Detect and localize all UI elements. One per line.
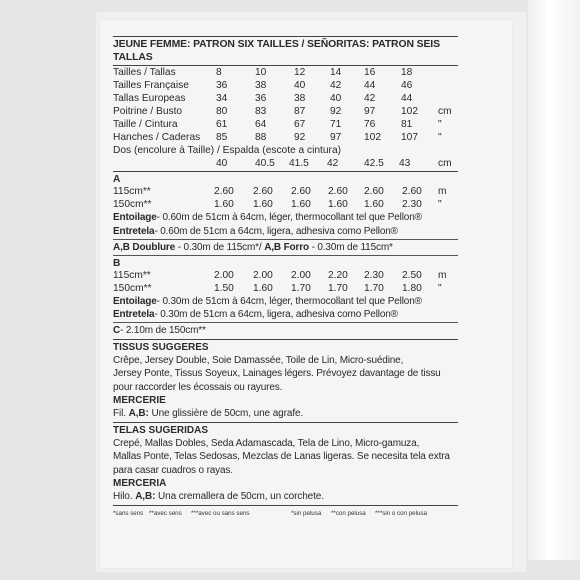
size-cell: 97 — [364, 106, 376, 118]
yardage-cell: 2.60 — [291, 186, 311, 198]
unit-label: " — [438, 199, 442, 211]
size-row — [113, 79, 458, 92]
text-line: Crêpe, Jersey Double, Soie Damassée, Toile de Lin, Micro-suédine, — [113, 354, 404, 366]
text-line: para casar cuadros o rayas. — [113, 464, 233, 476]
size-cell: 81 — [401, 119, 413, 131]
size-cell: 44 — [364, 80, 376, 92]
merceria-heading: MERCERIA — [113, 478, 167, 490]
fabric-width-label: 150cm** — [113, 283, 152, 295]
fabric-width-label: 150cm** — [113, 199, 152, 211]
size-cell: 107 — [401, 132, 418, 144]
unit-label: " — [438, 132, 442, 144]
footnote: ***sin o con pelusa — [375, 509, 427, 517]
fabric-width-label: 115cm** — [113, 186, 151, 198]
yardage-row — [113, 269, 458, 282]
yardage-cell: 1.60 — [253, 199, 273, 211]
size-cell: 61 — [216, 119, 228, 131]
text-line: Crepé, Mallas Dobles, Seda Adamascada, Tela de Lino, Micro-gamuza, — [113, 437, 420, 449]
size-cell: 87 — [294, 106, 306, 118]
tissus-text — [113, 354, 458, 394]
yardage-cell: 1.70 — [364, 283, 384, 295]
size-cell: 14 — [330, 67, 342, 79]
size-row — [113, 66, 458, 79]
yardage-cell: 1.80 — [402, 283, 422, 295]
size-row-label: Taille / Cintura — [113, 119, 178, 131]
view-a-entoilage: Entoilage- 0.60m de 51cm à 64cm, léger, thermocollant tel que Pellon® — [113, 212, 422, 224]
size-cell: 18 — [401, 67, 413, 79]
view-a-yardage — [113, 185, 458, 211]
divider — [113, 322, 458, 323]
size-cell: 46 — [401, 80, 413, 92]
size-cell: 10 — [255, 67, 267, 79]
size-cell: 40 — [330, 93, 342, 105]
divider — [113, 255, 458, 256]
mercerie-text: Fil. A,B: Une glissière de 50cm, une agrafe. — [113, 408, 304, 420]
divider — [113, 171, 458, 172]
size-cell: 76 — [364, 119, 376, 131]
size-cell: 67 — [294, 119, 306, 131]
size-cell: 42 — [364, 93, 376, 105]
yardage-row — [113, 185, 458, 198]
size-cell: 16 — [364, 67, 376, 79]
yardage-cell: 1.60 — [364, 199, 384, 211]
footnote: *sans sens — [113, 509, 144, 517]
tissus-heading: TISSUS SUGGERES — [113, 341, 209, 353]
dos-cell: 42.5 — [364, 158, 384, 170]
size-cell: 71 — [330, 119, 342, 131]
unit-label: m — [438, 186, 447, 198]
yardage-cell: 2.00 — [291, 270, 311, 282]
divider — [113, 339, 458, 340]
view-c-line: C- 2.10m de 150cm** — [113, 325, 206, 337]
yardage-row — [113, 282, 458, 295]
yardage-cell: 2.30 — [364, 270, 384, 282]
text-line: pour raccorder les écossais ou rayures. — [113, 381, 283, 393]
text-line: Mallas Ponte, Telas Sedosas, Mezclas de Lanas ligeras. Se necesita tela extra — [113, 451, 450, 463]
yardage-cell: 2.00 — [214, 270, 234, 282]
divider — [113, 239, 458, 240]
unit-label: m — [438, 270, 447, 282]
dos-cell: 43 — [399, 158, 411, 170]
size-cell: 92 — [294, 132, 306, 144]
yardage-cell: 1.70 — [291, 283, 311, 295]
size-table — [113, 66, 458, 144]
size-row — [113, 131, 458, 144]
yardage-cell: 1.70 — [328, 283, 348, 295]
size-cell: 36 — [216, 80, 228, 92]
footnote: **con pelusa — [331, 509, 366, 517]
yardage-cell: 1.60 — [253, 283, 273, 295]
text-line: Jersey Ponte, Tissus Soyeux, Lainages légers. Prévoyez davantage de tissu — [113, 368, 441, 380]
dos-label: Dos (encolure à Taille) / Espalda (escote a cintura) — [113, 145, 342, 157]
yardage-cell: 2.50 — [402, 270, 422, 282]
dos-values-row — [113, 157, 458, 170]
size-cell: 42 — [330, 80, 342, 92]
size-row — [113, 118, 458, 131]
yardage-row — [113, 198, 458, 211]
fabric-requirements-chart — [113, 36, 458, 517]
size-cell: 40 — [294, 80, 306, 92]
telas-text — [113, 437, 458, 477]
fabric-width-label: 115cm** — [113, 270, 151, 282]
yardage-cell: 2.60 — [214, 186, 234, 198]
chart-title: JEUNE FEMME: PATRON SIX TAILLES / SEÑORITAS: PATRON SEIS TALLAS — [113, 36, 458, 66]
unit-label: " — [438, 119, 442, 131]
size-row-label: Tailles / Tallas — [113, 67, 176, 79]
size-cell: 44 — [401, 93, 413, 105]
yardage-cell: 2.60 — [253, 186, 273, 198]
size-row-label: Hanches / Caderas — [113, 132, 201, 144]
size-cell: 97 — [330, 132, 342, 144]
size-cell: 88 — [255, 132, 267, 144]
yardage-cell: 1.60 — [291, 199, 311, 211]
yardage-cell: 2.00 — [253, 270, 273, 282]
size-row-label: Poitrine / Busto — [113, 106, 183, 118]
size-cell: 12 — [294, 67, 306, 79]
dos-cell: 40 — [216, 158, 228, 170]
view-a-entretela: Entretela- 0.60m de 51cm a 64cm, ligera, adhesiva como Pellon® — [113, 225, 398, 237]
view-b-entretela: Entretela- 0.30m de 51cm a 64cm, ligera, adhesiva como Pellon® — [113, 309, 398, 321]
yardage-cell: 2.60 — [328, 186, 348, 198]
size-row — [113, 92, 458, 105]
yardage-cell: 2.60 — [364, 186, 384, 198]
size-cell: 36 — [255, 93, 267, 105]
view-b-title: B — [113, 258, 121, 270]
unit-label: cm — [438, 106, 452, 118]
footnote: **avec sens — [149, 509, 182, 517]
dos-cell: 40.5 — [255, 158, 275, 170]
size-row-label: Tailles Française — [113, 80, 189, 92]
size-cell: 38 — [255, 80, 267, 92]
footnotes — [113, 507, 458, 517]
size-row — [113, 105, 458, 118]
unit-label: " — [438, 283, 442, 295]
size-cell: 80 — [216, 106, 228, 118]
dos-cell: 42 — [327, 158, 339, 170]
yardage-cell: 1.50 — [214, 283, 234, 295]
size-cell: 38 — [294, 93, 306, 105]
view-a-title: A — [113, 174, 121, 186]
envelope-fold — [528, 0, 580, 560]
divider — [113, 422, 458, 423]
size-cell: 64 — [255, 119, 267, 131]
yardage-cell: 2.30 — [402, 199, 422, 211]
footnote: *sin pelusa — [291, 509, 322, 517]
yardage-cell: 1.60 — [214, 199, 234, 211]
footnote: ***avec ou sans sens — [191, 509, 250, 517]
size-cell: 85 — [216, 132, 228, 144]
unit-label: cm — [438, 158, 452, 170]
mercerie-heading: MERCERIE — [113, 395, 166, 407]
view-b-yardage — [113, 269, 458, 295]
dos-cell: 41.5 — [289, 158, 309, 170]
size-cell: 102 — [364, 132, 381, 144]
lining-line: A,B Doublure - 0.30m de 115cm*/ A,B Forro - 0.30m de 115cm* — [113, 241, 393, 253]
size-cell: 34 — [216, 93, 228, 105]
size-row-label: Tallas Europeas — [113, 93, 186, 105]
merceria-text: Hilo. A,B: Una cremallera de 50cm, un corchete. — [113, 491, 324, 503]
divider — [113, 505, 458, 506]
size-cell: 83 — [255, 106, 267, 118]
dos-label-row — [113, 144, 458, 157]
yardage-cell: 2.20 — [328, 270, 348, 282]
telas-heading: TELAS SUGERIDAS — [113, 424, 209, 436]
yardage-cell: 2.60 — [402, 186, 422, 198]
size-cell: 8 — [216, 67, 222, 79]
yardage-cell: 1.60 — [328, 199, 348, 211]
view-b-entoilage: Entoilage- 0.30m de 51cm à 64cm, léger, thermocollant tel que Pellon® — [113, 296, 422, 308]
size-cell: 102 — [401, 106, 418, 118]
size-cell: 92 — [330, 106, 342, 118]
